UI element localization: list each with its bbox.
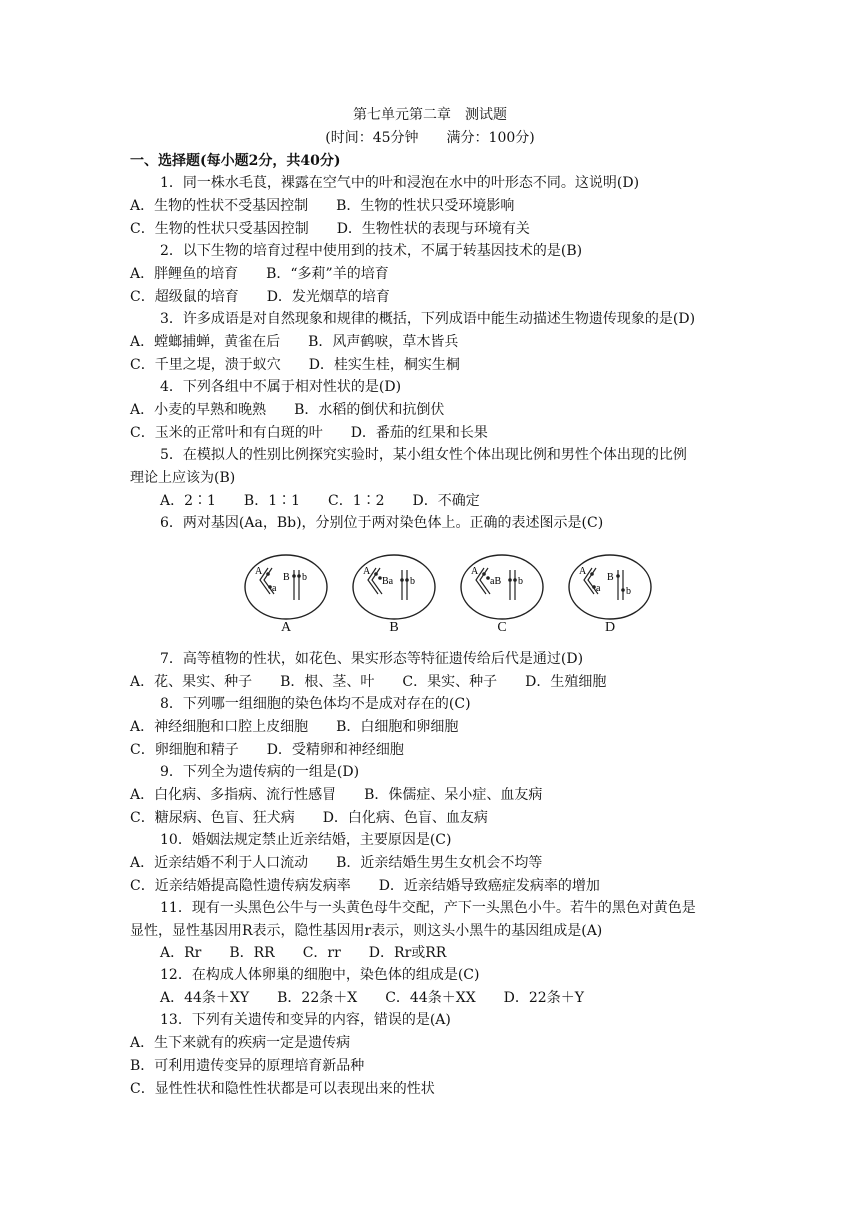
q2-options-row2: C．超级鼠的培育 D．发光烟草的培育 bbox=[130, 289, 390, 305]
q12-options: A．44条＋XY B．22条＋X C．44条＋XX D．22条＋Y bbox=[160, 990, 584, 1006]
q8-options-row1: A．神经细胞和口腔上皮细胞 B．白细胞和卵细胞 bbox=[130, 719, 459, 735]
q3-options-row2: C．千里之堤，溃于蚁穴 D．桂实生桂，桐实生桐 bbox=[130, 357, 460, 373]
question-2: 2．以下生物的培育过程中使用到的技术，不属于转基因技术的是(B) bbox=[160, 243, 583, 259]
svg-text:B: B bbox=[283, 572, 290, 583]
question-5-continued: 理论上应该为(B) bbox=[130, 470, 236, 486]
svg-text:b: b bbox=[626, 586, 631, 597]
question-11: 11．现有一头黑色公牛与一头黄色母牛交配，产下一头黑色小牛。若牛的黑色对黄色是 bbox=[160, 900, 696, 916]
q8-options-row2: C．卵细胞和精子 D．受精卵和神经细胞 bbox=[130, 742, 404, 758]
q3-options-row1: A．螳螂捕蝉，黄雀在后 B．风声鹤唳，草木皆兵 bbox=[130, 334, 459, 350]
page-title: 第七单元第二章 测试题 bbox=[353, 107, 507, 123]
svg-text:a: a bbox=[596, 583, 601, 594]
q10-options-row2: C．近亲结婚提高隐性遗传病发病率 D．近亲结婚导致癌症发病率的增加 bbox=[130, 878, 600, 894]
cell-c-icon bbox=[458, 552, 546, 622]
svg-text:A: A bbox=[255, 566, 263, 577]
cell-a-icon bbox=[242, 552, 330, 622]
question-4: 4．下列各组中不属于相对性状的是(D) bbox=[160, 379, 402, 395]
question-5: 5．在模拟人的性别比例探究实验时，某小组女性个体出现比例和男性个体出现的比例 bbox=[160, 447, 687, 463]
q9-options-row2: C．糖尿病、色盲、狂犬病 D．白化病、色盲、血友病 bbox=[130, 810, 488, 826]
question-7: 7．高等植物的性状，如花色、果实形态等特征遗传给后代是通过(D) bbox=[160, 651, 584, 667]
section-heading: 一、选择题(每小题2分，共40分) bbox=[130, 153, 341, 169]
q5-options: A．2∶1 B．1∶1 C．1∶2 D．不确定 bbox=[160, 493, 480, 509]
question-3: 3．许多成语是对自然现象和规律的概括，下列成语中能生动描述生物遗传现象的是(D) bbox=[160, 311, 696, 327]
svg-text:aB: aB bbox=[490, 576, 502, 587]
figure-label-b: B bbox=[389, 620, 399, 635]
q11-options: A．Rr B．RR C．rr D．Rr或RR bbox=[160, 945, 447, 961]
svg-text:b: b bbox=[410, 576, 415, 587]
q1-options-row1: A．生物的性状不受基因控制 B．生物的性状只受环境影响 bbox=[130, 198, 515, 214]
svg-text:Ba: Ba bbox=[382, 576, 394, 587]
svg-text:A: A bbox=[471, 566, 479, 577]
page-subtitle: (时间：45分钟 满分：100分) bbox=[325, 130, 535, 146]
cell-d-icon bbox=[566, 552, 654, 622]
cell-b-icon bbox=[350, 552, 438, 622]
q13-option-b: B．可利用遗传变异的原理培育新品种 bbox=[130, 1058, 365, 1074]
cell-diagram-c bbox=[454, 552, 550, 642]
question-10: 10．婚姻法规定禁止近亲结婚，主要原因是(C) bbox=[160, 832, 452, 848]
q13-option-c: C．显性性状和隐性性状都是可以表现出来的性状 bbox=[130, 1081, 435, 1097]
q2-options-row1: A．胖鲤鱼的培育 B．“多莉”羊的培育 bbox=[130, 266, 389, 282]
chromosome-figure bbox=[238, 552, 658, 642]
question-6: 6．两对基因(Aa，Bb)，分别位于两对染色体上。正确的表述图示是(C) bbox=[160, 515, 604, 531]
question-13: 13．下列有关遗传和变异的内容，错误的是(A) bbox=[160, 1012, 451, 1028]
q7-options: A．花、果实、种子 B．根、茎、叶 C．果实、种子 D．生殖细胞 bbox=[130, 674, 607, 690]
figure-label-d: D bbox=[604, 620, 616, 635]
question-8: 8．下列哪一组细胞的染色体均不是成对存在的(C) bbox=[160, 696, 471, 712]
svg-text:A: A bbox=[579, 566, 587, 577]
question-9: 9．下列全为遗传病的一组是(D) bbox=[160, 764, 360, 780]
q4-options-row1: A．小麦的早熟和晚熟 B．水稻的倒伏和抗倒伏 bbox=[130, 402, 445, 418]
q13-option-a: A．生下来就有的疾病一定是遗传病 bbox=[130, 1035, 351, 1051]
question-1: 1．同一株水毛茛，裸露在空气中的叶和浸泡在水中的叶形态不同。这说明(D) bbox=[160, 175, 640, 191]
figure-label-c: C bbox=[497, 620, 507, 635]
q9-options-row1: A．白化病、多指病、流行性感冒 B．侏儒症、呆小症、血友病 bbox=[130, 787, 543, 803]
figure-label-a: A bbox=[280, 620, 292, 635]
question-11-continued: 显性，显性基因用R表示，隐性基因用r表示，则这头小黑牛的基因组成是(A) bbox=[130, 923, 603, 939]
cell-diagram-d bbox=[562, 552, 658, 642]
q10-options-row1: A．近亲结婚不利于人口流动 B．近亲结婚生男生女机会不均等 bbox=[130, 855, 543, 871]
cell-diagram-a bbox=[238, 552, 334, 642]
svg-text:b: b bbox=[302, 572, 307, 583]
q4-options-row2: C．玉米的正常叶和有白斑的叶 D．番茄的红果和长果 bbox=[130, 425, 488, 441]
question-12: 12．在构成人体卵巢的细胞中，染色体的组成是(C) bbox=[160, 967, 480, 983]
q1-options-row2: C．生物的性状只受基因控制 D．生物性状的表现与环境有关 bbox=[130, 221, 530, 237]
svg-text:B: B bbox=[607, 572, 614, 583]
svg-text:b: b bbox=[518, 576, 523, 587]
cell-diagram-b bbox=[346, 552, 442, 642]
svg-text:A: A bbox=[363, 566, 371, 577]
svg-text:a: a bbox=[272, 583, 277, 594]
